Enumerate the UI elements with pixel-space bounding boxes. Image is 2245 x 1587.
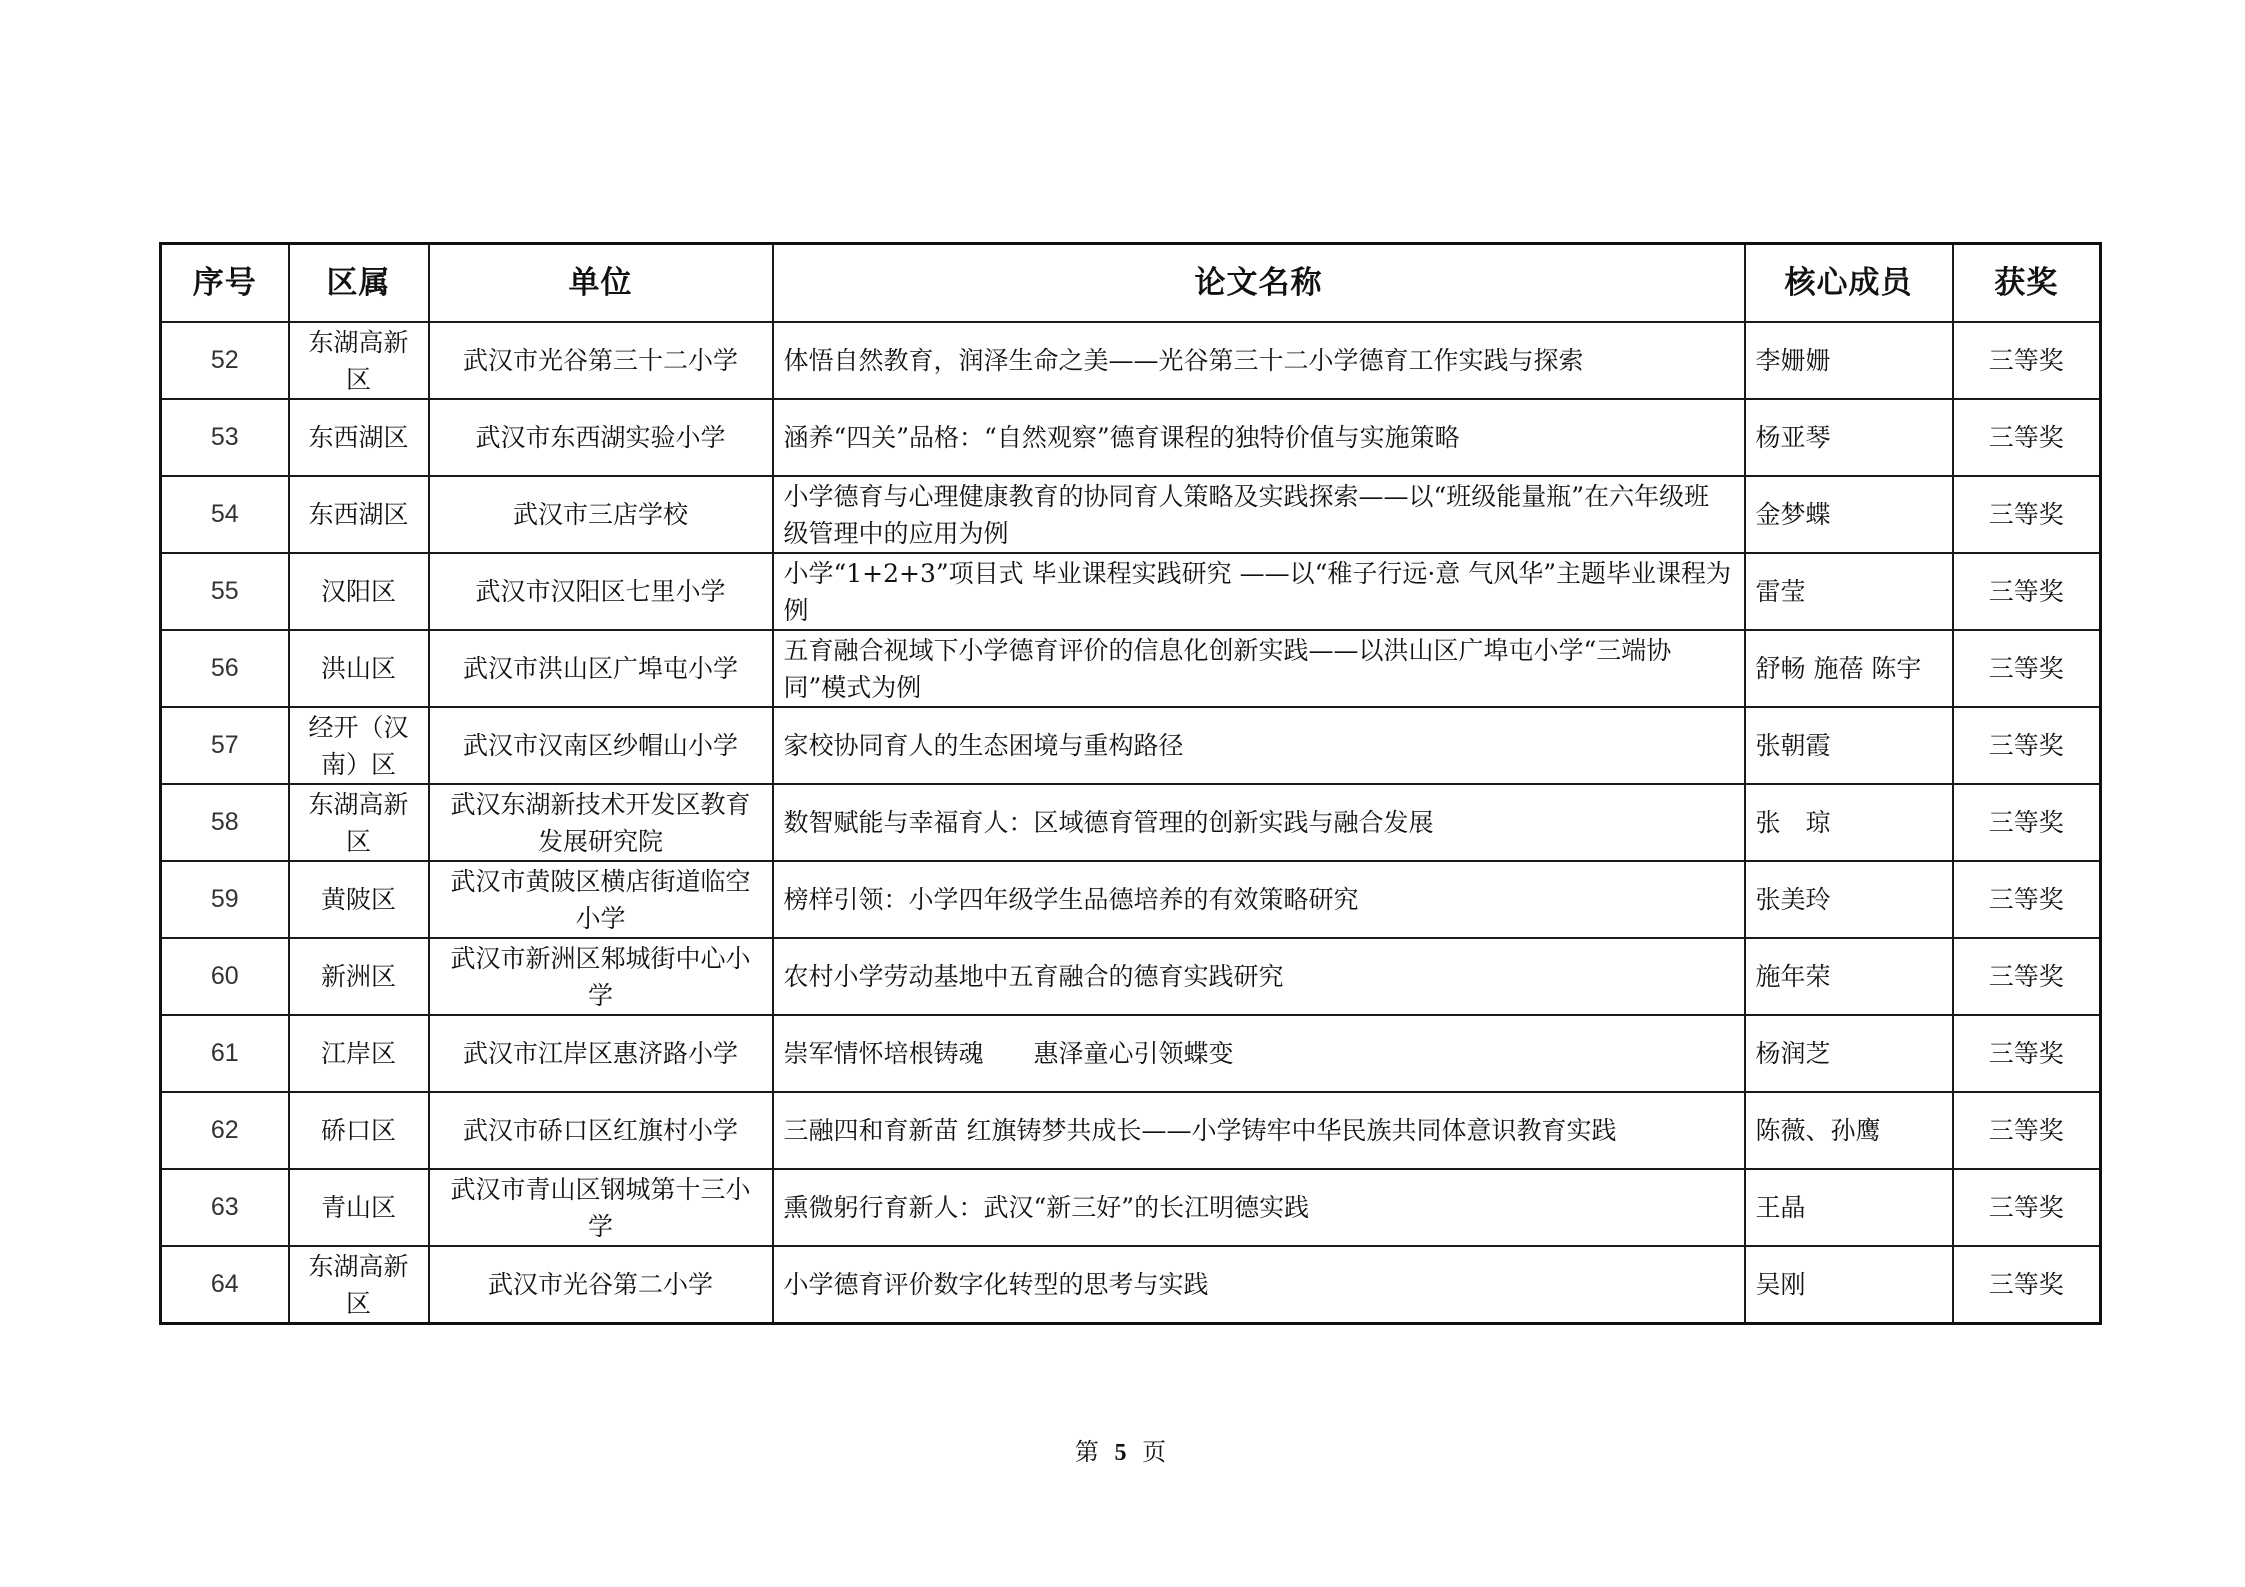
table-row bbox=[161, 1092, 2101, 1169]
cell-title: 小学“1+2+3”项目式 毕业课程实践研究 ——以“稚子行远·意 气风华”主题毕业课程为例 bbox=[773, 553, 1745, 630]
cell-title: 体悟自然教育，润泽生命之美——光谷第三十二小学德育工作实践与探索 bbox=[773, 322, 1745, 399]
cell-district: 东西湖区 bbox=[289, 476, 429, 553]
cell-unit: 武汉市洪山区广埠屯小学 bbox=[429, 630, 773, 707]
cell-district: 硚口区 bbox=[289, 1092, 429, 1169]
cell-title: 五育融合视域下小学德育评价的信息化创新实践——以洪山区广埠屯小学“三端协同”模式为例 bbox=[773, 630, 1745, 707]
table-row bbox=[161, 1015, 2101, 1092]
cell-unit: 武汉市黄陂区横店街道临空小学 bbox=[429, 861, 773, 938]
cell-title: 涵养“四关”品格：“自然观察”德育课程的独特价值与实施策略 bbox=[773, 399, 1745, 476]
table-body bbox=[161, 322, 2101, 1324]
cell-district: 新洲区 bbox=[289, 938, 429, 1015]
cell-unit: 武汉市光谷第二小学 bbox=[429, 1246, 773, 1324]
cell-district: 洪山区 bbox=[289, 630, 429, 707]
cell-no: 54 bbox=[161, 476, 289, 553]
cell-district: 江岸区 bbox=[289, 1015, 429, 1092]
cell-no: 52 bbox=[161, 322, 289, 399]
cell-no: 62 bbox=[161, 1092, 289, 1169]
cell-award: 三等奖 bbox=[1953, 938, 2101, 1015]
cell-no: 57 bbox=[161, 707, 289, 784]
cell-district: 汉阳区 bbox=[289, 553, 429, 630]
cell-unit: 武汉市东西湖实验小学 bbox=[429, 399, 773, 476]
cell-members: 张朝霞 bbox=[1745, 707, 1953, 784]
cell-district: 东湖高新区 bbox=[289, 784, 429, 861]
cell-award: 三等奖 bbox=[1953, 476, 2101, 553]
cell-award: 三等奖 bbox=[1953, 707, 2101, 784]
cell-members: 陈薇、孙鹰 bbox=[1745, 1092, 1953, 1169]
cell-district: 东湖高新区 bbox=[289, 1246, 429, 1324]
cell-award: 三等奖 bbox=[1953, 322, 2101, 399]
cell-no: 56 bbox=[161, 630, 289, 707]
table-row bbox=[161, 1169, 2101, 1246]
header-members: 核心成员 bbox=[1745, 244, 1953, 323]
cell-title: 小学德育评价数字化转型的思考与实践 bbox=[773, 1246, 1745, 1324]
cell-unit: 武汉市青山区钢城第十三小学 bbox=[429, 1169, 773, 1246]
cell-no: 58 bbox=[161, 784, 289, 861]
cell-unit: 武汉市新洲区邾城街中心小学 bbox=[429, 938, 773, 1015]
table-row bbox=[161, 553, 2101, 630]
cell-unit: 武汉市光谷第三十二小学 bbox=[429, 322, 773, 399]
cell-members: 杨亚琴 bbox=[1745, 399, 1953, 476]
table-row bbox=[161, 630, 2101, 707]
award-table bbox=[159, 242, 2102, 1325]
page-footer bbox=[0, 1432, 2245, 1467]
cell-title: 熏微躬行育新人：武汉“新三好”的长江明德实践 bbox=[773, 1169, 1745, 1246]
cell-unit: 武汉东湖新技术开发区教育发展研究院 bbox=[429, 784, 773, 861]
cell-members: 杨润芝 bbox=[1745, 1015, 1953, 1092]
cell-no: 61 bbox=[161, 1015, 289, 1092]
table-row bbox=[161, 861, 2101, 938]
table-row bbox=[161, 399, 2101, 476]
page-suffix: 页 bbox=[1142, 1438, 1171, 1466]
cell-unit: 武汉市江岸区惠济路小学 bbox=[429, 1015, 773, 1092]
cell-members: 施年荣 bbox=[1745, 938, 1953, 1015]
cell-unit: 武汉市硚口区红旗村小学 bbox=[429, 1092, 773, 1169]
cell-title: 农村小学劳动基地中五育融合的德育实践研究 bbox=[773, 938, 1745, 1015]
cell-district: 黄陂区 bbox=[289, 861, 429, 938]
cell-members: 王晶 bbox=[1745, 1169, 1953, 1246]
header-title: 论文名称 bbox=[773, 244, 1745, 323]
cell-members: 李姗姗 bbox=[1745, 322, 1953, 399]
cell-no: 59 bbox=[161, 861, 289, 938]
cell-district: 青山区 bbox=[289, 1169, 429, 1246]
header-row bbox=[161, 244, 2101, 323]
cell-district: 东西湖区 bbox=[289, 399, 429, 476]
cell-members: 张美玲 bbox=[1745, 861, 1953, 938]
cell-no: 64 bbox=[161, 1246, 289, 1324]
table-row bbox=[161, 707, 2101, 784]
header-unit: 单位 bbox=[429, 244, 773, 323]
cell-title: 三融四和育新苗 红旗铸梦共成长——小学铸牢中华民族共同体意识教育实践 bbox=[773, 1092, 1745, 1169]
cell-no: 53 bbox=[161, 399, 289, 476]
cell-title: 家校协同育人的生态困境与重构路径 bbox=[773, 707, 1745, 784]
cell-no: 55 bbox=[161, 553, 289, 630]
cell-members: 雷莹 bbox=[1745, 553, 1953, 630]
cell-no: 63 bbox=[161, 1169, 289, 1246]
cell-award: 三等奖 bbox=[1953, 1246, 2101, 1324]
table-row bbox=[161, 1246, 2101, 1324]
table-row bbox=[161, 322, 2101, 399]
cell-award: 三等奖 bbox=[1953, 553, 2101, 630]
header-no: 序号 bbox=[161, 244, 289, 323]
cell-award: 三等奖 bbox=[1953, 399, 2101, 476]
header-district: 区属 bbox=[289, 244, 429, 323]
cell-title: 崇军情怀培根铸魂 惠泽童心引领蝶变 bbox=[773, 1015, 1745, 1092]
table-row bbox=[161, 784, 2101, 861]
table-row bbox=[161, 938, 2101, 1015]
cell-members: 金梦蝶 bbox=[1745, 476, 1953, 553]
page-number: 5 bbox=[1114, 1440, 1131, 1466]
cell-members: 吴刚 bbox=[1745, 1246, 1953, 1324]
table-row bbox=[161, 476, 2101, 553]
cell-title: 小学德育与心理健康教育的协同育人策略及实践探索——以“班级能量瓶”在六年级班级管理中的应用为例 bbox=[773, 476, 1745, 553]
cell-unit: 武汉市三店学校 bbox=[429, 476, 773, 553]
cell-title: 榜样引领：小学四年级学生品德培养的有效策略研究 bbox=[773, 861, 1745, 938]
cell-no: 60 bbox=[161, 938, 289, 1015]
cell-district: 东湖高新区 bbox=[289, 322, 429, 399]
header-award: 获奖 bbox=[1953, 244, 2101, 323]
page-prefix: 第 bbox=[1074, 1438, 1103, 1466]
cell-award: 三等奖 bbox=[1953, 1015, 2101, 1092]
table-header bbox=[161, 244, 2101, 323]
cell-award: 三等奖 bbox=[1953, 1169, 2101, 1246]
cell-members: 舒畅 施蓓 陈宇 bbox=[1745, 630, 1953, 707]
cell-award: 三等奖 bbox=[1953, 861, 2101, 938]
cell-members: 张 琼 bbox=[1745, 784, 1953, 861]
cell-unit: 武汉市汉阳区七里小学 bbox=[429, 553, 773, 630]
cell-award: 三等奖 bbox=[1953, 630, 2101, 707]
cell-award: 三等奖 bbox=[1953, 784, 2101, 861]
cell-unit: 武汉市汉南区纱帽山小学 bbox=[429, 707, 773, 784]
cell-district: 经开（汉南）区 bbox=[289, 707, 429, 784]
cell-award: 三等奖 bbox=[1953, 1092, 2101, 1169]
cell-title: 数智赋能与幸福育人：区域德育管理的创新实践与融合发展 bbox=[773, 784, 1745, 861]
